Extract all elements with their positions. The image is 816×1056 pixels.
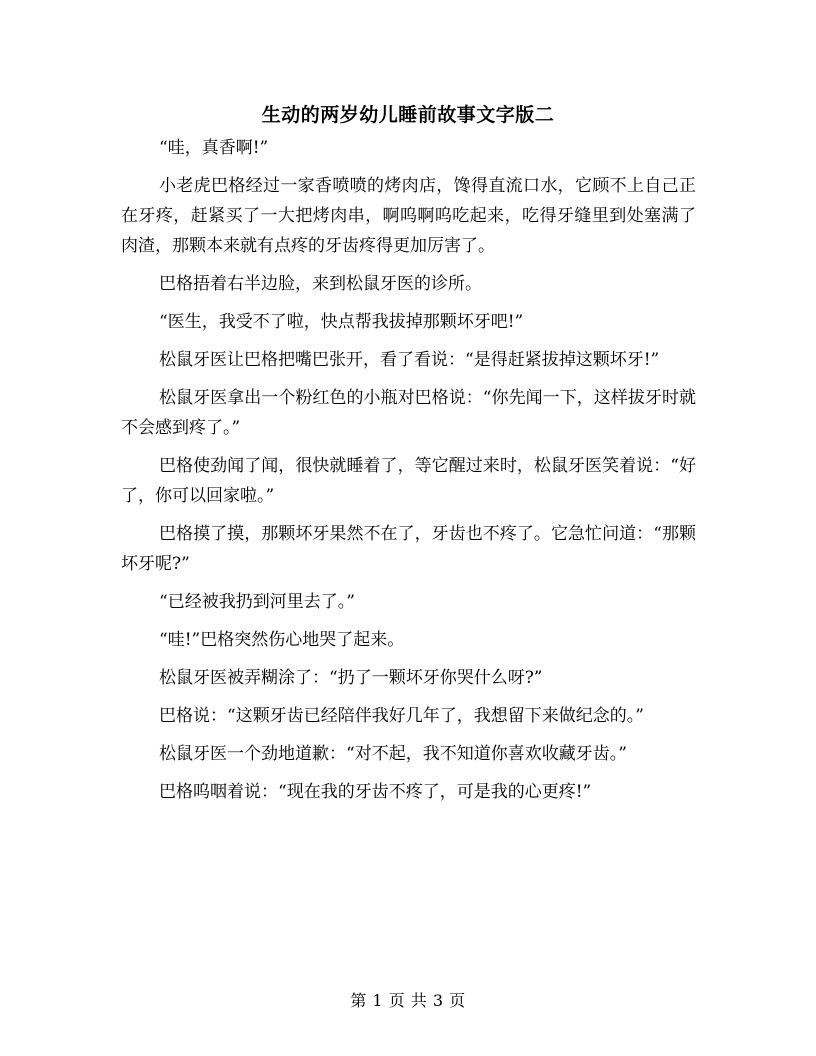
paragraph: 小老虎巴格经过一家香喷喷的烤肉店，馋得直流口水，它顾不上自己正在牙疼，赶紧买了一大把烤肉串，啊呜啊呜吃起来，吃得牙缝里到处塞满了肉渣，那颗本来就有点疼的牙齿疼得更加厉害了。	[121, 176, 696, 256]
paragraph: 松鼠牙医拿出一个粉红色的小瓶对巴格说：“你先闻一下，这样拔牙时就不会感到疼了。”	[121, 388, 696, 438]
paragraph: “医生，我受不了啦，快点帮我拔掉那颗坏牙吧!”	[159, 312, 524, 332]
paragraph: “已经被我扔到河里去了。”	[159, 592, 355, 612]
paragraph: 松鼠牙医让巴格把嘴巴张开，看了看说：“是得赶紧拔掉这颗坏牙!”	[159, 350, 660, 370]
page-footer	[0, 988, 816, 1011]
paragraph: 松鼠牙医一个劲地道歉：“对不起，我不知道你喜欢收藏牙齿。”	[159, 744, 627, 764]
paragraph: 巴格说：“这颗牙齿已经陪伴我好几年了，我想留下来做纪念的。”	[159, 706, 644, 726]
paragraph: 巴格摸了摸，那颗坏牙果然不在了，牙齿也不疼了。它急忙问道：“那颗坏牙呢?”	[121, 524, 696, 574]
paragraph: 松鼠牙医被弄糊涂了：“扔了一颗坏牙你哭什么呀?”	[159, 668, 543, 688]
paragraph: 巴格捂着右半边脸，来到松鼠牙医的诊所。	[159, 274, 482, 294]
paragraph: 巴格呜咽着说：“现在我的牙齿不疼了，可是我的心更疼!”	[159, 782, 592, 802]
page-number: 第 1 页 共 3 页	[350, 991, 466, 1010]
paragraph: “哇!”巴格突然伤心地哭了起来。	[159, 630, 405, 650]
paragraph: “哇，真香啊!”	[159, 138, 269, 158]
document-body	[121, 133, 696, 815]
document-title: 生动的两岁幼儿睡前故事文字版二	[261, 104, 555, 126]
paragraph: 巴格使劲闻了闻，很快就睡着了，等它醒过来时，松鼠牙医笑着说：“好了，你可以回家啦。”	[121, 456, 696, 506]
